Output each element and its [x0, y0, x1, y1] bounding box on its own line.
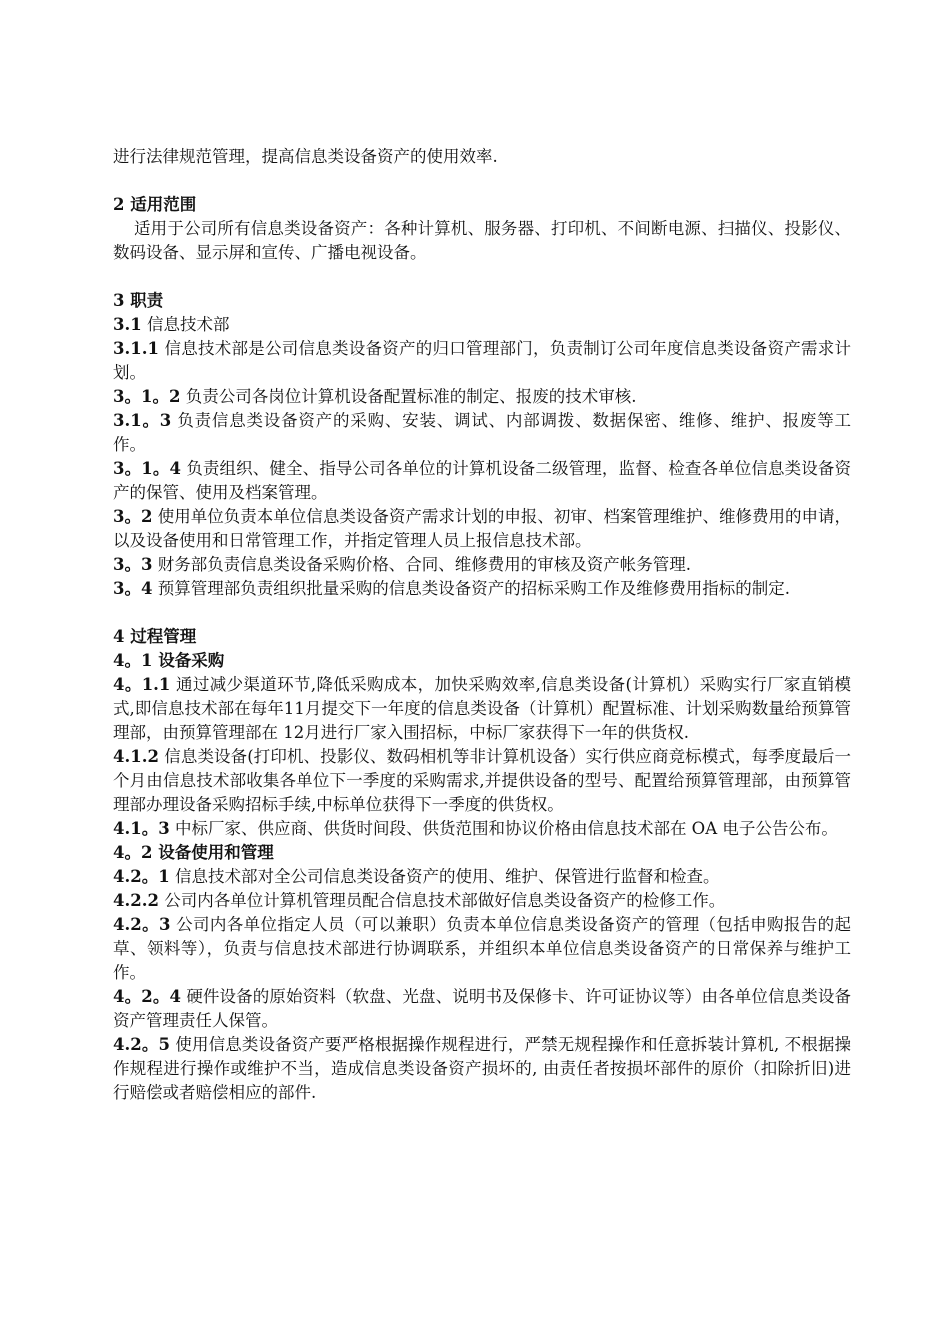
clause-item — [113, 553, 851, 577]
clause-item — [113, 817, 851, 841]
clause-item — [113, 889, 851, 913]
clause-number: 3。1。4 — [113, 459, 181, 478]
section-number: 2 — [113, 195, 125, 214]
spacer — [113, 265, 851, 289]
clause-number: 4。1.1 — [113, 675, 171, 694]
subsection-number: 4。2 — [113, 843, 153, 862]
section-2-body: 适用于公司所有信息类设备资产：各种计算机、服务器、打印机、不间断电源、扫描仪、投影仪、数码设备、显示屏和宣传、广播电视设备。 — [113, 219, 851, 262]
section-3-heading — [113, 289, 851, 313]
clause-text: 公司内各单位计算机管理员配合信息技术部做好信息类设备资产的检修工作。 — [164, 891, 726, 910]
document-page — [113, 145, 851, 1105]
clause-text: 信息技术部对全公司信息类设备资产的使用、维护、保管进行监督和检查。 — [174, 867, 720, 886]
clause-number: 3。1。2 — [113, 387, 181, 406]
subsection-number: 4。1 — [113, 651, 153, 670]
clause-item — [113, 913, 851, 985]
clause-text: 使用信息类设备资产要严格根据操作规程进行，严禁无规程操作和任意拆装计算机, 不根据操作规程进行操作或维护不当，造成信息类设备资产损坏的, 由责任者按损坏部件的原价（扣除折旧)进行赔偿或者赔偿相应的部件. — [113, 1035, 851, 1102]
clause-text: 信息技术部是公司信息类设备资产的归口管理部门，负责制订公司年度信息类设备资产需求计划。 — [113, 339, 851, 382]
subsection-4-1-heading — [113, 649, 851, 673]
clause-number: 3.1.1 — [113, 339, 159, 358]
clause-number: 3。3 — [113, 555, 153, 574]
intro-paragraph: 进行法律规范管理，提高信息类设备资产的使用效率. — [113, 147, 498, 166]
clause-text: 负责组织、健全、指导公司各单位的计算机设备二级管理，监督、检查各单位信息类设备资产的保管、使用及档案管理。 — [113, 459, 852, 502]
clause-number: 3。4 — [113, 579, 153, 598]
clause-text: 硬件设备的原始资料（软盘、光盘、说明书及保修卡、许可证协议等）由各单位信息类设备资产管理责任人保管。 — [113, 987, 852, 1030]
spacer — [113, 169, 851, 193]
subsection-title: 设备采购 — [158, 651, 225, 670]
clause-number: 3。2 — [113, 507, 153, 526]
section-title: 职责 — [130, 291, 164, 310]
clause-item — [113, 865, 851, 889]
clause-item — [113, 457, 851, 505]
clause-text: 通过减少渠道环节,降低采购成本，加快采购效率,信息类设备(计算机）采购实行厂家直销模式,即信息技术部在每年11月提交下一年度的信息类设备（计算机）配置标准、计划采购数量给预算管理部，由预算管理部在 12月进行厂家入围招标，中标厂家获得下一年的供货权. — [113, 675, 852, 742]
clause-text: 负责公司各岗位计算机设备配置标准的制定、报废的技术审核. — [185, 387, 637, 406]
clause-item — [113, 337, 851, 385]
subsection-number: 3.1 — [113, 315, 142, 334]
clause-text: 公司内各单位指定人员（可以兼职）负责本单位信息类设备资产的管理（包括申购报告的起草、领料等），负责与信息技术部进行协调联系，并组织本单位信息类设备资产的日常保养与维护工作。 — [113, 915, 852, 982]
clause-item — [113, 385, 851, 409]
clause-text: 负责信息类设备资产的采购、安装、调试、内部调拨、数据保密、维修、维护、报废等工作。 — [113, 411, 852, 454]
clause-number: 3.1。3 — [113, 411, 172, 430]
section-number: 3 — [113, 291, 125, 310]
clause-item — [113, 505, 851, 553]
clause-number: 4.2.2 — [113, 891, 159, 910]
clause-item — [113, 1033, 851, 1105]
clause-item — [113, 577, 851, 601]
clause-text: 信息类设备(打印机、投影仪、数码相机等非计算机设备）实行供应商竞标模式，每季度最后一个月由信息技术部收集各单位下一季度的采购需求,并提供设备的型号、配置给预算管理部，由预算管理部办理设备采购招标手续,中标单位获得下一季度的供货权。 — [113, 747, 852, 814]
section-title: 过程管理 — [130, 627, 197, 646]
subsection-3-1-heading — [113, 313, 851, 337]
clause-text: 预算管理部负责组织批量采购的信息类设备资产的招标采购工作及维修费用指标的制定. — [157, 579, 790, 598]
subsection-title: 信息技术部 — [146, 315, 230, 334]
clause-number: 4.2。3 — [113, 915, 171, 934]
clause-item — [113, 409, 851, 457]
subsection-4-2-heading — [113, 841, 851, 865]
subsection-title: 设备使用和管理 — [158, 843, 274, 862]
clause-text: 财务部负责信息类设备采购价格、合同、维修费用的审核及资产帐务管理. — [157, 555, 691, 574]
clause-number: 4.2。1 — [113, 867, 170, 886]
section-2-heading — [113, 193, 851, 217]
clause-text: 使用单位负责本单位信息类设备资产需求计划的申报、初审、档案管理维护、维修费用的申请，以及设备使用和日常管理工作，并指定管理人员上报信息技术部。 — [113, 507, 852, 550]
clause-item — [113, 745, 851, 817]
clause-number: 4。2。4 — [113, 987, 181, 1006]
clause-number: 4.1.2 — [113, 747, 159, 766]
spacer — [113, 601, 851, 625]
clause-number: 4.2。5 — [113, 1035, 170, 1054]
section-4-heading — [113, 625, 851, 649]
section-number: 4 — [113, 627, 125, 646]
section-title: 适用范围 — [130, 195, 197, 214]
clause-item — [113, 985, 851, 1033]
clause-item — [113, 673, 851, 745]
clause-text: 中标厂家、供应商、供货时间段、供货范围和协议价格由信息技术部在 OA 电子公告公布。 — [174, 819, 838, 838]
clause-number: 4.1。3 — [113, 819, 170, 838]
